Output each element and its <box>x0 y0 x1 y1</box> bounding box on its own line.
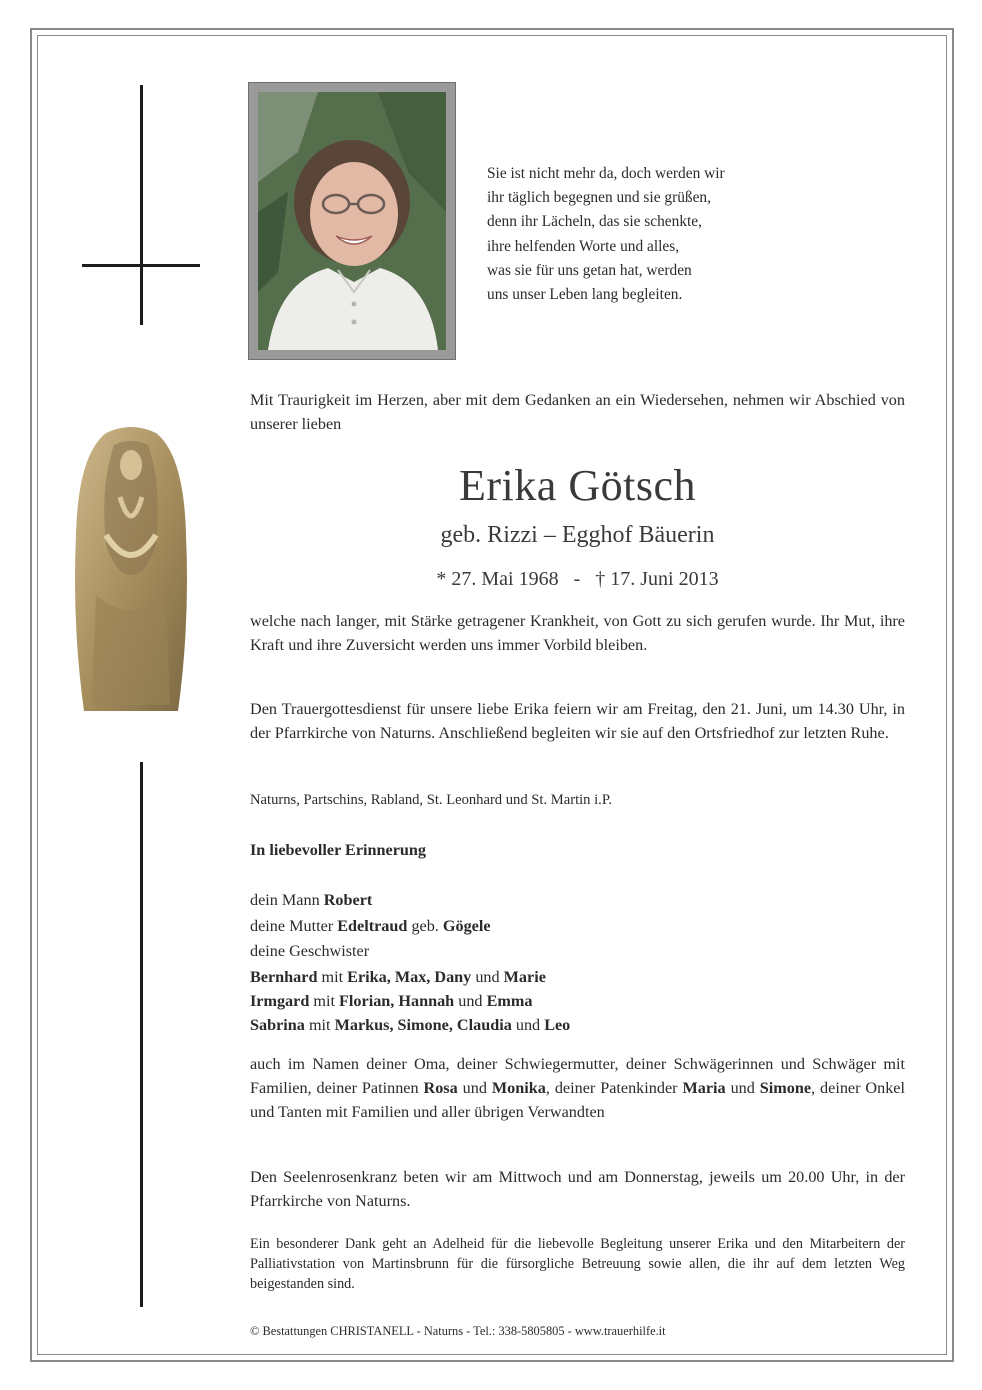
decorative-vertical-line <box>140 762 143 1307</box>
family-line-husband <box>250 888 905 914</box>
paragraph-service: Den Trauergottesdienst für unsere liebe Erika feiern wir am Freitag, den 21. Juni, um 14.30 Uhr, in der Pfarrkirche von Naturns. Anschließend begleiten wir sie auf den Ortsfriedhof zur letzten Ruhe. <box>250 700 905 742</box>
portrait-image <box>258 92 446 350</box>
family-name: Bernhard <box>250 967 318 986</box>
family-text: dein Mann <box>250 891 320 909</box>
family-line-mother <box>250 914 905 940</box>
deceased-name: Erika Götsch <box>459 461 696 510</box>
family-text: und <box>458 991 483 1010</box>
angel-statue-icon <box>66 425 196 715</box>
poem-line: ihre helfenden Worte und alles, <box>487 237 680 255</box>
deceased-subtitle: geb. Rizzi – Egghof Bäuerin <box>440 522 715 548</box>
paragraph-illness: welche nach langer, mit Stärke getragener Krankheit, von Gott zu sich gerufen wurde. Ihr Mut, ihre Kraft und ihre Zuversicht werden uns immer Vorbild bleiben. <box>250 612 905 654</box>
poem-line: denn ihr Lächeln, das sie schenkte, <box>487 213 702 231</box>
poem-line: was sie für uns getan hat, werden <box>487 261 692 279</box>
portrait-photo <box>248 82 456 360</box>
family-line-sibling-1 <box>250 965 905 989</box>
family-name: Simone, <box>397 1015 453 1034</box>
paragraph-rosary: Den Seelenrosenkranz beten wir am Mittwoch und am Donnerstag, jeweils um 20.00 Uhr, in der Pfarrkirche von Naturns. <box>250 1168 905 1210</box>
family-name: Emma <box>486 991 533 1010</box>
intro-text: Mit Traurigkeit im Herzen, aber mit dem Gedanken an ein Wiedersehen, nehmen wir Abschied von unserer lieben <box>250 391 905 433</box>
family-name: Irmgard <box>250 991 310 1010</box>
poem-line: Sie ist nicht mehr da, doch werden wir <box>487 165 725 182</box>
family-name: Max, <box>394 967 431 986</box>
poem <box>487 162 817 307</box>
family-name: Dany <box>434 967 472 986</box>
cross-icon-vertical <box>140 85 143 325</box>
family-text: deine Mutter <box>250 916 334 935</box>
poem-line: uns unser Leben lang begleiten. <box>487 286 683 304</box>
footer-credit: © Bestattungen CHRISTANELL - Naturns - Tel.: 338-5805805 - www.trauerhilfe.it <box>250 1324 666 1338</box>
family-line-sibling-3 <box>250 1013 905 1037</box>
family-text: und <box>475 967 500 986</box>
family-text: geb. <box>411 916 439 935</box>
poem-line: ihr täglich begegnen und sie grüßen, <box>487 189 711 207</box>
places-list: Naturns, Partschins, Rabland, St. Leonhard und St. Martin i.P. <box>250 792 612 808</box>
cross-icon-horizontal <box>82 264 200 267</box>
life-dates: * 27. Mai 1968 - † 17. Juni 2013 <box>436 568 719 590</box>
family-name: Erika, <box>347 967 391 986</box>
family-name: Robert <box>323 891 373 909</box>
family-name: Sabrina <box>250 1015 305 1034</box>
family-name: Claudia <box>456 1015 512 1034</box>
family-line-siblings-label: deine Geschwister <box>250 942 370 960</box>
family-list <box>250 888 905 1037</box>
portrait-illustration <box>258 92 446 350</box>
family-text: mit <box>308 1015 331 1034</box>
family-name: Markus, <box>334 1015 394 1034</box>
family-name: Marie <box>503 967 546 986</box>
family-text: und <box>515 1015 541 1034</box>
family-line-sibling-2 <box>250 989 905 1013</box>
paragraph-behalf: auch im Namen deiner Oma, deiner Schwiegermutter, deiner Schwägerinnen und Schwäger mit Familien, deiner Patinnen Rosa und Monika, deiner Patenkinder Maria und Simone, deiner Onkel und Tanten mit Familien und aller übrigen Verwandten <box>250 1055 905 1121</box>
family-text: mit <box>321 967 344 986</box>
memory-heading: In liebevoller Erinnerung <box>250 841 426 859</box>
family-name: Leo <box>544 1015 571 1034</box>
family-name: Florian, <box>339 991 395 1010</box>
family-text: mit <box>313 991 335 1010</box>
family-name: Hannah <box>398 991 455 1010</box>
family-name: Gögele <box>442 916 491 935</box>
paragraph-thanks: Ein besonderer Dank geht an Adelheid für die liebevolle Begleitung unserer Erika und den Mitarbeitern der Palliativstation von Martinsbrunn für die fürsorgliche Betreuung sowie allen, die ihr auf dem letzten Weg beigestanden sind. <box>250 1236 905 1292</box>
family-name: Edeltraud <box>337 916 408 935</box>
